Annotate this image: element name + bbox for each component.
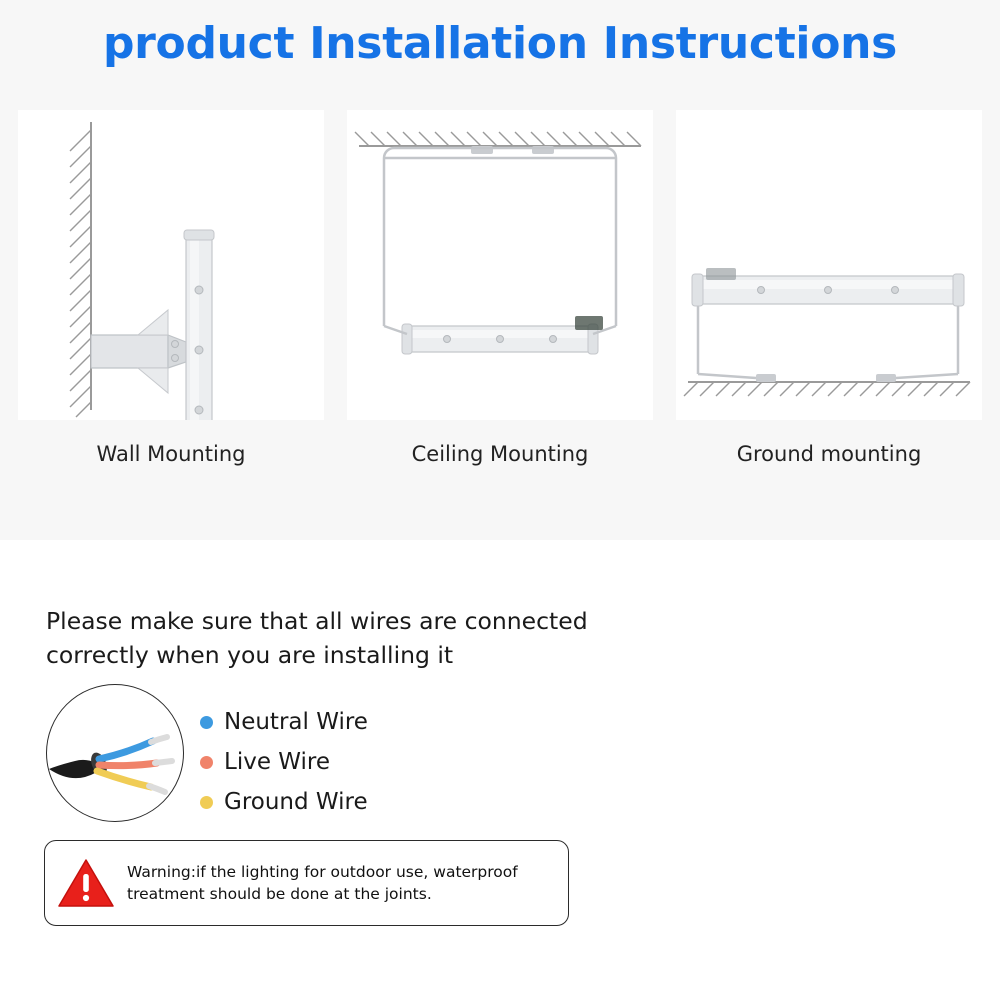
wiring-notice-line2: correctly when you are installing it: [46, 641, 454, 669]
warning-line2: treatment should be done at the joints.: [127, 885, 432, 903]
warning-box: [44, 840, 569, 926]
three-core-cable-icon: [47, 685, 183, 821]
legend-item: [200, 742, 368, 782]
mounting-card-label: Ceiling Mounting: [411, 442, 589, 466]
wiring-notice: [46, 604, 646, 672]
legend-dot-neutral: [200, 716, 213, 729]
cable-illustration: [46, 684, 184, 822]
warning-line1: Warning:if the lighting for outdoor use, waterproof: [127, 863, 518, 881]
ground-mount-illustration: [676, 110, 982, 420]
ceiling-mount-illustration: [347, 110, 653, 420]
wire-legend: [200, 702, 368, 822]
legend-dot-ground: [200, 796, 213, 809]
legend-item: [200, 702, 368, 742]
ground-mount-diagram-icon: [676, 110, 982, 420]
mounting-card-ground: [676, 110, 982, 466]
mounting-cards: [18, 110, 982, 466]
legend-label: Ground Wire: [224, 789, 368, 815]
mounting-card-label: Wall Mounting: [96, 442, 246, 466]
wiring-section: [0, 552, 1000, 1000]
mounting-card-wall: [18, 110, 324, 466]
page-title: product Installation Instructions: [102, 18, 898, 69]
wiring-notice-line1: Please make sure that all wires are connected: [46, 607, 588, 635]
legend-label: Neutral Wire: [224, 709, 368, 735]
legend-dot-live: [200, 756, 213, 769]
legend-item: [200, 782, 368, 822]
mounting-card-label: Ground mounting: [736, 442, 922, 466]
warning-triangle-glyph: [57, 857, 115, 909]
warning-triangle-icon: [45, 857, 127, 909]
wall-mount-illustration: [18, 110, 324, 420]
mounting-card-ceiling: [347, 110, 653, 466]
ceiling-mount-diagram-icon: [347, 110, 653, 420]
warning-text: [127, 861, 532, 905]
legend-label: Live Wire: [224, 749, 331, 775]
wall-mount-diagram-icon: [18, 110, 324, 420]
